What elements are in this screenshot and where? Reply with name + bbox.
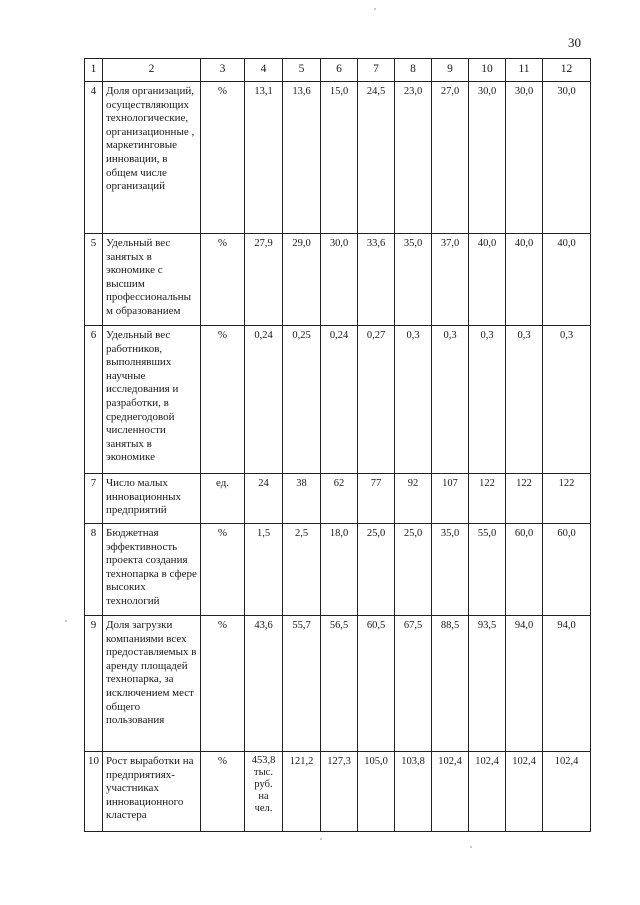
- value-cell: 103,8: [395, 752, 432, 832]
- value-cell: 93,5: [469, 616, 506, 752]
- row-number: 5: [85, 234, 103, 326]
- header-cell: 6: [321, 59, 358, 82]
- value-cell: 27,0: [432, 82, 469, 234]
- value-cell: 30,0: [321, 234, 358, 326]
- value-cell: 107: [432, 474, 469, 524]
- indicator-name: Удельный вес занятых в экономике с высшим профессиональны м образованием: [103, 234, 201, 326]
- value-cell: 102,4: [469, 752, 506, 832]
- row-number: 9: [85, 616, 103, 752]
- value-cell: 55,0: [469, 524, 506, 616]
- value-cell: 60,0: [543, 524, 591, 616]
- value-cell: 60,0: [506, 524, 543, 616]
- indicators-table: [84, 58, 591, 832]
- value-line: 453,8: [251, 755, 276, 766]
- value-cell: 2,5: [283, 524, 321, 616]
- value-cell: 77: [358, 474, 395, 524]
- header-cell: 5: [283, 59, 321, 82]
- table-row: [85, 524, 591, 616]
- indicator-name: Удельный вес работников, выполнявших научные исследования и разработки, в среднегодовой численности занятых в экономике: [103, 326, 201, 474]
- header-cell: 7: [358, 59, 395, 82]
- row-number: 10: [85, 752, 103, 832]
- unit-cell: %: [201, 616, 245, 752]
- value-cell: 35,0: [432, 524, 469, 616]
- value-cell: 127,3: [321, 752, 358, 832]
- header-cell: 2: [103, 59, 201, 82]
- value-cell: 0,27: [358, 326, 395, 474]
- value-cell: 13,1: [245, 82, 283, 234]
- value-cell: 122: [506, 474, 543, 524]
- value-cell: 0,3: [432, 326, 469, 474]
- unit-cell: %: [201, 82, 245, 234]
- indicator-name: Доля загрузки компаниями всех предоставляемых в аренду площадей технопарка, за исключением мест общего пользования: [103, 616, 201, 752]
- unit-cell: %: [201, 524, 245, 616]
- indicator-name: Бюджетная эффективность проекта создания технопарка в сфере высоких технологий: [103, 524, 201, 616]
- table-row: [85, 752, 591, 832]
- value-cell: 0,3: [543, 326, 591, 474]
- value-cell: 30,0: [506, 82, 543, 234]
- row-number: 7: [85, 474, 103, 524]
- header-cell: 1: [85, 59, 103, 82]
- value-line: на: [258, 791, 269, 802]
- header-cell: 3: [201, 59, 245, 82]
- table-row: [85, 82, 591, 234]
- value-cell: 18,0: [321, 524, 358, 616]
- value-cell: 67,5: [395, 616, 432, 752]
- value-cell: 0,25: [283, 326, 321, 474]
- indicator-name: Доля организаций, осуществляющих технологические, организационные , маркетинговые инновации, в общем числе организаций: [103, 82, 201, 234]
- value-cell: 121,2: [283, 752, 321, 832]
- value-cell: 33,6: [358, 234, 395, 326]
- value-cell: 13,6: [283, 82, 321, 234]
- header-cell: 4: [245, 59, 283, 82]
- unit-cell: %: [201, 234, 245, 326]
- page-number: 30: [568, 35, 581, 50]
- value-cell: 105,0: [358, 752, 395, 832]
- value-cell: [245, 752, 283, 832]
- value-cell: 102,4: [543, 752, 591, 832]
- value-cell: 122: [469, 474, 506, 524]
- row-number: 4: [85, 82, 103, 234]
- header-cell: 10: [469, 59, 506, 82]
- value-cell: 40,0: [469, 234, 506, 326]
- value-cell: 43,6: [245, 616, 283, 752]
- table-header-row: [85, 59, 591, 82]
- value-cell: 0,3: [395, 326, 432, 474]
- value-cell: 27,9: [245, 234, 283, 326]
- value-cell: 0,3: [506, 326, 543, 474]
- value-cell: 25,0: [395, 524, 432, 616]
- value-cell: 92: [395, 474, 432, 524]
- value-cell: 23,0: [395, 82, 432, 234]
- value-cell: 62: [321, 474, 358, 524]
- table-row: [85, 326, 591, 474]
- value-cell: 56,5: [321, 616, 358, 752]
- table-row: [85, 616, 591, 752]
- value-line: чел.: [254, 803, 273, 814]
- value-cell: 24: [245, 474, 283, 524]
- indicator-name: Число малых инновационных предприятий: [103, 474, 201, 524]
- value-cell: 30,0: [469, 82, 506, 234]
- value-cell: 0,3: [469, 326, 506, 474]
- unit-cell: %: [201, 752, 245, 832]
- value-cell: 122: [543, 474, 591, 524]
- value-cell: 25,0: [358, 524, 395, 616]
- value-line: руб.: [254, 779, 273, 790]
- value-cell: 40,0: [506, 234, 543, 326]
- value-cell: 15,0: [321, 82, 358, 234]
- value-cell: 88,5: [432, 616, 469, 752]
- unit-cell: %: [201, 326, 245, 474]
- indicator-name: Рост выработки на предприятиях-участниках инновационного кластера: [103, 752, 201, 832]
- row-number: 8: [85, 524, 103, 616]
- value-cell: 24,5: [358, 82, 395, 234]
- value-cell: 29,0: [283, 234, 321, 326]
- header-cell: 12: [543, 59, 591, 82]
- value-cell: 35,0: [395, 234, 432, 326]
- value-cell: 37,0: [432, 234, 469, 326]
- value-cell: 38: [283, 474, 321, 524]
- value-cell: 1,5: [245, 524, 283, 616]
- unit-cell: ед.: [201, 474, 245, 524]
- header-cell: 9: [432, 59, 469, 82]
- row-number: 6: [85, 326, 103, 474]
- value-cell: 102,4: [432, 752, 469, 832]
- value-line: тыс.: [254, 767, 273, 778]
- table-row: [85, 234, 591, 326]
- value-cell: 55,7: [283, 616, 321, 752]
- value-cell: 0,24: [321, 326, 358, 474]
- value-cell: 30,0: [543, 82, 591, 234]
- value-cell: 40,0: [543, 234, 591, 326]
- value-cell: 102,4: [506, 752, 543, 832]
- value-cell: 0,24: [245, 326, 283, 474]
- header-cell: 8: [395, 59, 432, 82]
- header-cell: 11: [506, 59, 543, 82]
- value-cell: 94,0: [506, 616, 543, 752]
- value-cell: 94,0: [543, 616, 591, 752]
- table-row: [85, 474, 591, 524]
- value-cell: 60,5: [358, 616, 395, 752]
